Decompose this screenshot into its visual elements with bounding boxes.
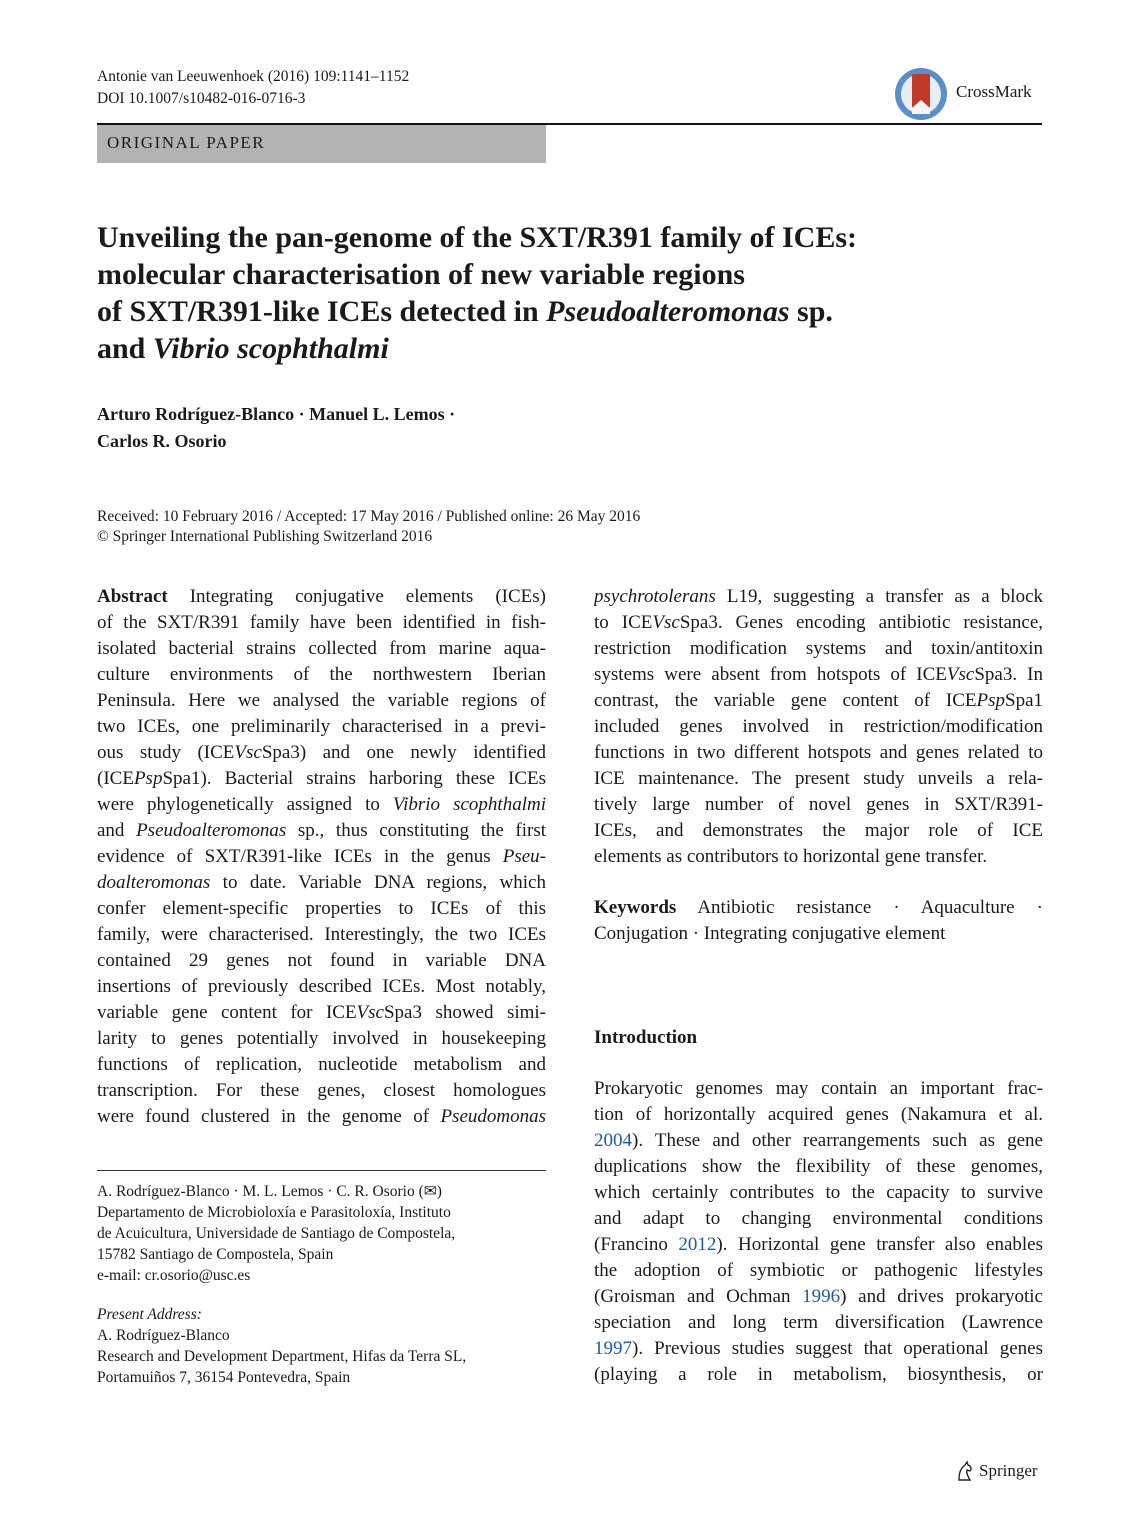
citation-link[interactable]: 2004 [594, 1130, 632, 1151]
text-segment: larity to genes potentially involved in housekeeping [97, 1028, 546, 1049]
text-line [97, 1078, 546, 1104]
text-segment: to date. Variable DNA regions, which [210, 872, 546, 893]
text-line [97, 1202, 546, 1223]
title-line [97, 330, 997, 367]
citation-link[interactable]: 1997 [594, 1338, 632, 1359]
text-segment: restriction modification systems and toxin/antitoxin [594, 638, 1043, 659]
text-line [97, 974, 546, 1000]
text-segment: evidence of SXT/R391-like ICEs in the genus [97, 846, 503, 867]
title-line [97, 293, 997, 330]
text-segment: Spa1). Bacterial strains harboring these ICEs [162, 768, 546, 789]
text-segment: ). These and other rearrangements such as gene [632, 1130, 1043, 1151]
text-line [97, 1052, 546, 1078]
citation-link[interactable]: 1996 [802, 1286, 841, 1307]
text-segment: e-mail: cr.osorio@usc.es [97, 1267, 251, 1284]
text-segment: functions in two different hotspots and genes related to [594, 742, 1043, 763]
text-segment: two ICEs, one preliminarily characterised in a previ- [97, 716, 546, 737]
crossmark-icon[interactable] [893, 66, 949, 122]
text-line [97, 1346, 546, 1367]
text-line [97, 1026, 546, 1052]
citation-link[interactable]: 2012 [678, 1234, 717, 1255]
italic-text: Vsc [234, 742, 262, 763]
text-segment: 15782 Santiago de Compostela, Spain [97, 1246, 334, 1263]
italic-text: Vibrio scophthalmi [152, 332, 389, 365]
text-line [594, 818, 1043, 844]
text-segment: included genes involved in restriction/modification [594, 716, 1043, 737]
text-line [594, 1154, 1043, 1180]
italic-text: Vsc [652, 612, 680, 633]
text-line [594, 844, 1043, 870]
text-segment: confer element-specific properties to ICEs of this [97, 898, 546, 919]
text-segment: were phylogenetically assigned to [97, 794, 393, 815]
text-segment: of the SXT/R391 family have been identified in fish- [97, 612, 546, 633]
doi[interactable]: DOI 10.1007/s10482-016-0716-3 [97, 90, 306, 107]
text-segment: (ICE [97, 768, 134, 789]
text-line [97, 584, 546, 610]
text-segment: ). Horizontal gene transfer also enables [716, 1234, 1043, 1255]
author-line: Arturo Rodríguez-Blanco · Manuel L. Lemos · [97, 404, 456, 424]
text-line [97, 688, 546, 714]
text-segment: tion of horizontally acquired genes (Nakamura et al. [594, 1104, 1043, 1125]
text-line [97, 844, 546, 870]
text-segment: contained 29 genes not found in variable DNA [97, 950, 546, 971]
italic-text: Pseu- [502, 846, 546, 867]
text-segment: (Groisman and Ochman [594, 1286, 803, 1307]
text-line [594, 1076, 1043, 1102]
text-line [97, 662, 546, 688]
bold-text: Keywords [594, 897, 677, 918]
text-segment: (playing a role in metabolism, biosynthesis, or [594, 1364, 1043, 1385]
text-segment: and adapt to changing environmental conditions [594, 1208, 1043, 1229]
text-segment: and [97, 820, 137, 841]
text-line [594, 740, 1043, 766]
text-segment: the adoption of symbiotic or pathogenic lifestyles [594, 1260, 1043, 1281]
text-segment: Spa3. Genes encoding antibiotic resistance, [679, 612, 1043, 633]
text-line [594, 792, 1043, 818]
section-heading-introduction: Introduction [594, 1027, 698, 1048]
publication-dates [97, 507, 640, 547]
text-line [594, 636, 1043, 662]
text-line [97, 740, 546, 766]
text-line [594, 1180, 1043, 1206]
text-line [594, 895, 1043, 921]
text-line [594, 688, 1043, 714]
text-segment: Antibiotic resistance · Aquaculture · [676, 897, 1043, 918]
text-segment: tively large number of novel genes in SXT/R391- [594, 794, 1043, 815]
text-segment: which certainly contributes to the capacity to survive [594, 1182, 1043, 1203]
text-segment: Research and Development Department, Hifas da Terra SL, [97, 1348, 467, 1365]
text-line [594, 1258, 1043, 1284]
springer-horse-icon [955, 1460, 975, 1482]
text-segment: speciation and long term diversification (Lawrence [594, 1312, 1043, 1333]
text-segment: were found clustered in the genome of [97, 1106, 441, 1127]
italic-text: psychrotolerans [594, 586, 716, 607]
text-line [97, 818, 546, 844]
footnote-divider [97, 1170, 546, 1171]
text-segment: A. Rodríguez-Blanco · M. L. Lemos · C. R. Osorio (✉) [97, 1183, 442, 1200]
italic-text: doalteromonas [97, 872, 211, 893]
text-line [97, 948, 546, 974]
copyright-line: © Springer International Publishing Switzerland 2016 [97, 528, 433, 545]
text-segment: functions of replication, nucleotide metabolism and [97, 1054, 546, 1075]
italic-text: Psp [133, 768, 163, 789]
text-line [97, 1304, 546, 1325]
text-line [594, 714, 1043, 740]
text-segment: ous study (ICE [97, 742, 235, 763]
text-segment: A. Rodríguez-Blanco [97, 1327, 230, 1344]
italic-text: Psp [976, 690, 1005, 711]
text-segment: variable gene content for ICE [97, 1002, 357, 1023]
article-type-banner [97, 125, 546, 163]
text-line [97, 1223, 546, 1244]
text-segment: Spa3 showed simi- [383, 1002, 546, 1023]
text-segment: systems were absent from hotspots of ICE [594, 664, 947, 685]
keywords [594, 895, 1043, 947]
introduction-text [594, 1076, 1043, 1388]
article-type: ORIGINAL PAPER [107, 133, 266, 152]
text-line [97, 766, 546, 792]
text-segment: culture environments of the northwestern Iberian [97, 664, 546, 685]
text-line [97, 636, 546, 662]
springer-logo [955, 1460, 1038, 1482]
journal-citation: Antonie van Leeuwenhoek (2016) 109:1141–1152 [97, 68, 410, 85]
title-line [97, 219, 997, 256]
text-line [594, 1362, 1043, 1388]
text-segment: Spa3. In [974, 664, 1043, 685]
text-segment: and [97, 332, 153, 365]
italic-text: Vibrio scophthalmi [392, 794, 546, 815]
text-segment: transcription. For these genes, closest homologues [97, 1080, 546, 1101]
title-line [97, 256, 997, 293]
text-line [97, 1181, 546, 1202]
abstract-left [97, 584, 546, 1130]
introduction-heading-wrap [594, 1025, 1043, 1051]
text-line [97, 922, 546, 948]
italic-text: Pseudomonas [440, 1106, 546, 1127]
text-line [97, 714, 546, 740]
text-segment: L19, suggesting a transfer as a block [715, 586, 1043, 607]
text-segment: Conjugation · Integrating conjugative element [594, 923, 946, 944]
text-segment: isolated bacterial strains collected from marine aqua- [97, 638, 546, 659]
text-segment: Spa3) and one newly identified [261, 742, 546, 763]
text-segment: Peninsula. Here we analysed the variable regions of [97, 690, 546, 711]
text-line [97, 1265, 546, 1286]
publisher-name: Springer [979, 1461, 1038, 1480]
text-line [594, 1128, 1043, 1154]
text-segment: Portamuiños 7, 36154 Pontevedra, Spain [97, 1369, 351, 1386]
journal-header [97, 66, 409, 110]
text-segment: of SXT/R391-like ICEs detected in [97, 295, 547, 328]
affiliation-footnote [97, 1181, 546, 1286]
text-segment: (Francino [594, 1234, 679, 1255]
text-segment: Unveiling the pan-genome of the SXT/R391 family of ICEs: [97, 221, 858, 254]
text-segment: duplications show the flexibility of these genomes, [594, 1156, 1043, 1177]
text-line [594, 766, 1043, 792]
text-line [97, 1104, 546, 1130]
text-segment: Spa1 [1005, 690, 1043, 711]
text-line [97, 610, 546, 636]
abstract-right [594, 584, 1043, 870]
text-segment: contrast, the variable gene content of ICE [594, 690, 977, 711]
author-line: Carlos R. Osorio [97, 431, 227, 451]
text-line [97, 1244, 546, 1265]
italic-text: Vsc [356, 1002, 384, 1023]
authors [97, 401, 455, 455]
text-segment: de Acuicultura, Universidade de Santiago de Compostela, [97, 1225, 456, 1242]
text-segment: molecular characterisation of new variable regions [97, 258, 745, 291]
text-line [594, 662, 1043, 688]
text-segment: ICE maintenance. The present study unveils a rela- [594, 768, 1043, 789]
text-segment: Departamento de Microbioloxía e Parasitoloxía, Instituto [97, 1204, 451, 1221]
bold-text: Abstract [97, 586, 168, 607]
text-segment: sp. [789, 295, 833, 328]
paper-title [97, 219, 997, 367]
text-line [594, 610, 1043, 636]
text-segment: Prokaryotic genomes may contain an important frac- [594, 1078, 1043, 1099]
text-line [594, 921, 1043, 947]
text-segment: elements as contributors to horizontal gene transfer. [594, 846, 988, 867]
text-line [594, 1310, 1043, 1336]
dates-line: Received: 10 February 2016 / Accepted: 17 May 2016 / Published online: 26 May 2016 [97, 508, 641, 525]
text-segment: family, were characterised. Interestingly, the two ICEs [97, 924, 546, 945]
text-segment: ) and drives prokaryotic [840, 1286, 1043, 1307]
text-line [594, 1336, 1043, 1362]
italic-text: Pseudoalteromonas [136, 820, 287, 841]
text-line [97, 870, 546, 896]
italic-text: Pseudoalteromonas [546, 295, 790, 328]
present-address-footnote [97, 1304, 546, 1388]
text-line [97, 1367, 546, 1388]
italic-text: Present Address: [97, 1306, 202, 1323]
italic-text: Vsc [946, 664, 975, 685]
text-line [97, 792, 546, 818]
text-line [97, 896, 546, 922]
text-line [594, 1102, 1043, 1128]
text-segment: Integrating conjugative elements (ICEs) [167, 586, 546, 607]
text-line [594, 584, 1043, 610]
text-line [97, 1325, 546, 1346]
text-segment: ). Previous studies suggest that operational genes [632, 1338, 1043, 1359]
crossmark-label[interactable]: CrossMark [956, 82, 1032, 101]
text-segment: sp., thus constituting the first [286, 820, 546, 841]
text-segment: to ICE [594, 612, 653, 633]
text-line [594, 1284, 1043, 1310]
text-segment: ICEs, and demonstrates the major role of ICE [594, 820, 1043, 841]
text-segment: insertions of previously described ICEs. Most notably, [97, 976, 546, 997]
text-line [97, 1000, 546, 1026]
text-line [594, 1206, 1043, 1232]
text-line [594, 1232, 1043, 1258]
